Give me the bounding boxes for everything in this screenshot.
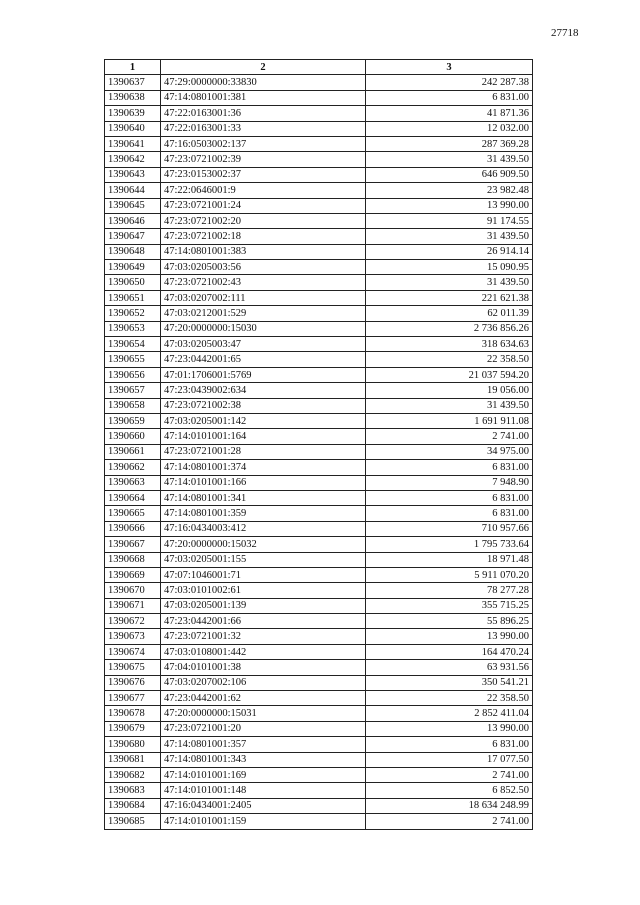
row-id-cell: 1390673 — [105, 629, 161, 644]
cadastral-number-cell: 47:23:0721002:18 — [161, 229, 366, 244]
table-row — [105, 490, 533, 505]
cadastral-number-cell: 47:14:0801001:357 — [161, 737, 366, 752]
table-row — [105, 290, 533, 305]
table-row — [105, 783, 533, 798]
row-id-cell: 1390641 — [105, 136, 161, 151]
row-id-cell: 1390639 — [105, 106, 161, 121]
table-row — [105, 383, 533, 398]
row-id-cell: 1390678 — [105, 706, 161, 721]
cadastral-number-cell: 47:23:0721002:43 — [161, 275, 366, 290]
row-id-cell: 1390667 — [105, 537, 161, 552]
table-row — [105, 337, 533, 352]
table-row — [105, 183, 533, 198]
cadastral-number-cell: 47:23:0721001:24 — [161, 198, 366, 213]
table-row — [105, 367, 533, 382]
table-row — [105, 198, 533, 213]
row-id-cell: 1390683 — [105, 783, 161, 798]
cadastral-number-cell: 47:23:0721002:20 — [161, 213, 366, 228]
amount-cell: 355 715.25 — [366, 598, 533, 613]
amount-cell: 31 439.50 — [366, 229, 533, 244]
table-row — [105, 567, 533, 582]
cadastral-number-cell: 47:03:0207002:111 — [161, 290, 366, 305]
amount-cell: 12 032.00 — [366, 121, 533, 136]
amount-cell: 287 369.28 — [366, 136, 533, 151]
row-id-cell: 1390659 — [105, 413, 161, 428]
amount-cell: 63 931.56 — [366, 660, 533, 675]
amount-cell: 22 358.50 — [366, 691, 533, 706]
table-row — [105, 660, 533, 675]
amount-cell: 19 056.00 — [366, 383, 533, 398]
amount-cell: 55 896.25 — [366, 614, 533, 629]
row-id-cell: 1390640 — [105, 121, 161, 136]
row-id-cell: 1390651 — [105, 290, 161, 305]
cadastral-number-cell: 47:23:0442001:65 — [161, 352, 366, 367]
column-header-1: 1 — [105, 60, 161, 75]
cadastral-number-cell: 47:03:0205003:56 — [161, 260, 366, 275]
row-id-cell: 1390642 — [105, 152, 161, 167]
amount-cell: 2 741.00 — [366, 767, 533, 782]
table-row — [105, 429, 533, 444]
table-row — [105, 644, 533, 659]
row-id-cell: 1390665 — [105, 506, 161, 521]
row-id-cell: 1390653 — [105, 321, 161, 336]
amount-cell: 2 741.00 — [366, 814, 533, 829]
amount-cell: 6 831.00 — [366, 490, 533, 505]
row-id-cell: 1390652 — [105, 306, 161, 321]
amount-cell: 6 831.00 — [366, 737, 533, 752]
row-id-cell: 1390672 — [105, 614, 161, 629]
table-row — [105, 75, 533, 90]
cadastral-number-cell: 47:23:0721001:32 — [161, 629, 366, 644]
row-id-cell: 1390671 — [105, 598, 161, 613]
cadastral-number-cell: 47:23:0721002:39 — [161, 152, 366, 167]
row-id-cell: 1390654 — [105, 337, 161, 352]
amount-cell: 7 948.90 — [366, 475, 533, 490]
table-row — [105, 413, 533, 428]
cadastral-number-cell: 47:20:0000000:15030 — [161, 321, 366, 336]
row-id-cell: 1390650 — [105, 275, 161, 290]
amount-cell: 21 037 594.20 — [366, 367, 533, 382]
cadastral-number-cell: 47:23:0153002:37 — [161, 167, 366, 182]
row-id-cell: 1390645 — [105, 198, 161, 213]
table-row — [105, 767, 533, 782]
table-row — [105, 537, 533, 552]
table-row — [105, 244, 533, 259]
row-id-cell: 1390663 — [105, 475, 161, 490]
cadastral-number-cell: 47:03:0205001:142 — [161, 413, 366, 428]
row-id-cell: 1390679 — [105, 721, 161, 736]
row-id-cell: 1390681 — [105, 752, 161, 767]
cadastral-number-cell: 47:03:0108001:442 — [161, 644, 366, 659]
cadastral-number-cell: 47:14:0801001:341 — [161, 490, 366, 505]
table-row — [105, 136, 533, 151]
row-id-cell: 1390655 — [105, 352, 161, 367]
cadastral-number-cell: 47:14:0101001:148 — [161, 783, 366, 798]
table-row — [105, 475, 533, 490]
amount-cell: 164 470.24 — [366, 644, 533, 659]
row-id-cell: 1390669 — [105, 567, 161, 582]
row-id-cell: 1390674 — [105, 644, 161, 659]
row-id-cell: 1390637 — [105, 75, 161, 90]
amount-cell: 2 741.00 — [366, 429, 533, 444]
amount-cell: 646 909.50 — [366, 167, 533, 182]
row-id-cell: 1390657 — [105, 383, 161, 398]
row-id-cell: 1390644 — [105, 183, 161, 198]
amount-cell: 31 439.50 — [366, 275, 533, 290]
amount-cell: 318 634.63 — [366, 337, 533, 352]
cadastral-number-cell: 47:01:1706001:5769 — [161, 367, 366, 382]
row-id-cell: 1390656 — [105, 367, 161, 382]
amount-cell: 1 795 733.64 — [366, 537, 533, 552]
amount-cell: 6 831.00 — [366, 90, 533, 105]
data-table — [104, 59, 533, 830]
row-id-cell: 1390677 — [105, 691, 161, 706]
amount-cell: 13 990.00 — [366, 198, 533, 213]
cadastral-number-cell: 47:16:0503002:137 — [161, 136, 366, 151]
table-row — [105, 106, 533, 121]
row-id-cell: 1390661 — [105, 444, 161, 459]
table-row — [105, 737, 533, 752]
cadastral-number-cell: 47:16:0434003:412 — [161, 521, 366, 536]
row-id-cell: 1390666 — [105, 521, 161, 536]
cadastral-number-cell: 47:23:0721001:28 — [161, 444, 366, 459]
cadastral-number-cell: 47:03:0205003:47 — [161, 337, 366, 352]
amount-cell: 6 852.50 — [366, 783, 533, 798]
cadastral-number-cell: 47:14:0801001:359 — [161, 506, 366, 521]
cadastral-number-cell: 47:23:0721002:38 — [161, 398, 366, 413]
cadastral-number-cell: 47:14:0801001:343 — [161, 752, 366, 767]
table-row — [105, 260, 533, 275]
cadastral-number-cell: 47:23:0439002:634 — [161, 383, 366, 398]
amount-cell: 23 982.48 — [366, 183, 533, 198]
row-id-cell: 1390675 — [105, 660, 161, 675]
table-row — [105, 614, 533, 629]
amount-cell: 6 831.00 — [366, 460, 533, 475]
cadastral-number-cell: 47:14:0801001:383 — [161, 244, 366, 259]
row-id-cell: 1390680 — [105, 737, 161, 752]
row-id-cell: 1390643 — [105, 167, 161, 182]
table-row — [105, 583, 533, 598]
row-id-cell: 1390685 — [105, 814, 161, 829]
amount-cell: 242 287.38 — [366, 75, 533, 90]
cadastral-number-cell: 47:14:0101001:169 — [161, 767, 366, 782]
amount-cell: 41 871.36 — [366, 106, 533, 121]
table-row — [105, 275, 533, 290]
column-header-2: 2 — [161, 60, 366, 75]
amount-cell: 15 090.95 — [366, 260, 533, 275]
amount-cell: 221 621.38 — [366, 290, 533, 305]
cadastral-number-cell: 47:03:0101002:61 — [161, 583, 366, 598]
cadastral-number-cell: 47:14:0801001:374 — [161, 460, 366, 475]
row-id-cell: 1390662 — [105, 460, 161, 475]
table-row — [105, 598, 533, 613]
cadastral-number-cell: 47:04:0101001:38 — [161, 660, 366, 675]
table-row — [105, 721, 533, 736]
page-number: 27718 — [551, 27, 579, 39]
cadastral-number-cell: 47:14:0101001:166 — [161, 475, 366, 490]
table-row — [105, 706, 533, 721]
amount-cell: 5 911 070.20 — [366, 567, 533, 582]
row-id-cell: 1390638 — [105, 90, 161, 105]
table-row — [105, 521, 533, 536]
table-row — [105, 90, 533, 105]
amount-cell: 13 990.00 — [366, 721, 533, 736]
row-id-cell: 1390649 — [105, 260, 161, 275]
row-id-cell: 1390670 — [105, 583, 161, 598]
table-row — [105, 691, 533, 706]
cadastral-number-cell: 47:07:1046001:71 — [161, 567, 366, 582]
table-row — [105, 213, 533, 228]
cadastral-number-cell: 47:29:0000000:33830 — [161, 75, 366, 90]
row-id-cell: 1390668 — [105, 552, 161, 567]
amount-cell: 31 439.50 — [366, 398, 533, 413]
table-row — [105, 229, 533, 244]
table-row — [105, 629, 533, 644]
amount-cell: 22 358.50 — [366, 352, 533, 367]
cadastral-number-cell: 47:14:0801001:381 — [161, 90, 366, 105]
amount-cell: 31 439.50 — [366, 152, 533, 167]
table-row — [105, 121, 533, 136]
amount-cell: 18 634 248.99 — [366, 798, 533, 813]
row-id-cell: 1390660 — [105, 429, 161, 444]
table-row — [105, 167, 533, 182]
table-row — [105, 306, 533, 321]
cadastral-number-cell: 47:03:0205001:139 — [161, 598, 366, 613]
table-row — [105, 675, 533, 690]
table-row — [105, 798, 533, 813]
cadastral-number-cell: 47:03:0207002:106 — [161, 675, 366, 690]
amount-cell: 1 691 911.08 — [366, 413, 533, 428]
cadastral-number-cell: 47:23:0721001:20 — [161, 721, 366, 736]
row-id-cell: 1390682 — [105, 767, 161, 782]
cadastral-number-cell: 47:16:0434001:2405 — [161, 798, 366, 813]
cadastral-number-cell: 47:03:0205001:155 — [161, 552, 366, 567]
row-id-cell: 1390658 — [105, 398, 161, 413]
amount-cell: 13 990.00 — [366, 629, 533, 644]
cadastral-number-cell: 47:20:0000000:15031 — [161, 706, 366, 721]
row-id-cell: 1390646 — [105, 213, 161, 228]
table-row — [105, 321, 533, 336]
cadastral-number-cell: 47:14:0101001:164 — [161, 429, 366, 444]
amount-cell: 78 277.28 — [366, 583, 533, 598]
table-header-row — [105, 60, 533, 75]
amount-cell: 350 541.21 — [366, 675, 533, 690]
table-row — [105, 352, 533, 367]
amount-cell: 26 914.14 — [366, 244, 533, 259]
table-row — [105, 552, 533, 567]
table-row — [105, 460, 533, 475]
row-id-cell: 1390676 — [105, 675, 161, 690]
amount-cell: 18 971.48 — [366, 552, 533, 567]
amount-cell: 2 852 411.04 — [366, 706, 533, 721]
table-row — [105, 814, 533, 829]
amount-cell: 34 975.00 — [366, 444, 533, 459]
row-id-cell: 1390684 — [105, 798, 161, 813]
table-row — [105, 506, 533, 521]
row-id-cell: 1390648 — [105, 244, 161, 259]
table-row — [105, 152, 533, 167]
cadastral-number-cell: 47:14:0101001:159 — [161, 814, 366, 829]
amount-cell: 710 957.66 — [366, 521, 533, 536]
row-id-cell: 1390647 — [105, 229, 161, 244]
amount-cell: 6 831.00 — [366, 506, 533, 521]
amount-cell: 62 011.39 — [366, 306, 533, 321]
table-row — [105, 444, 533, 459]
amount-cell: 91 174.55 — [366, 213, 533, 228]
cadastral-number-cell: 47:23:0442001:62 — [161, 691, 366, 706]
column-header-3: 3 — [366, 60, 533, 75]
amount-cell: 2 736 856.26 — [366, 321, 533, 336]
amount-cell: 17 077.50 — [366, 752, 533, 767]
cadastral-number-cell: 47:22:0646001:9 — [161, 183, 366, 198]
cadastral-number-cell: 47:22:0163001:33 — [161, 121, 366, 136]
cadastral-number-cell: 47:20:0000000:15032 — [161, 537, 366, 552]
cadastral-number-cell: 47:22:0163001:36 — [161, 106, 366, 121]
row-id-cell: 1390664 — [105, 490, 161, 505]
cadastral-number-cell: 47:03:0212001:529 — [161, 306, 366, 321]
table-row — [105, 752, 533, 767]
cadastral-number-cell: 47:23:0442001:66 — [161, 614, 366, 629]
table-row — [105, 398, 533, 413]
